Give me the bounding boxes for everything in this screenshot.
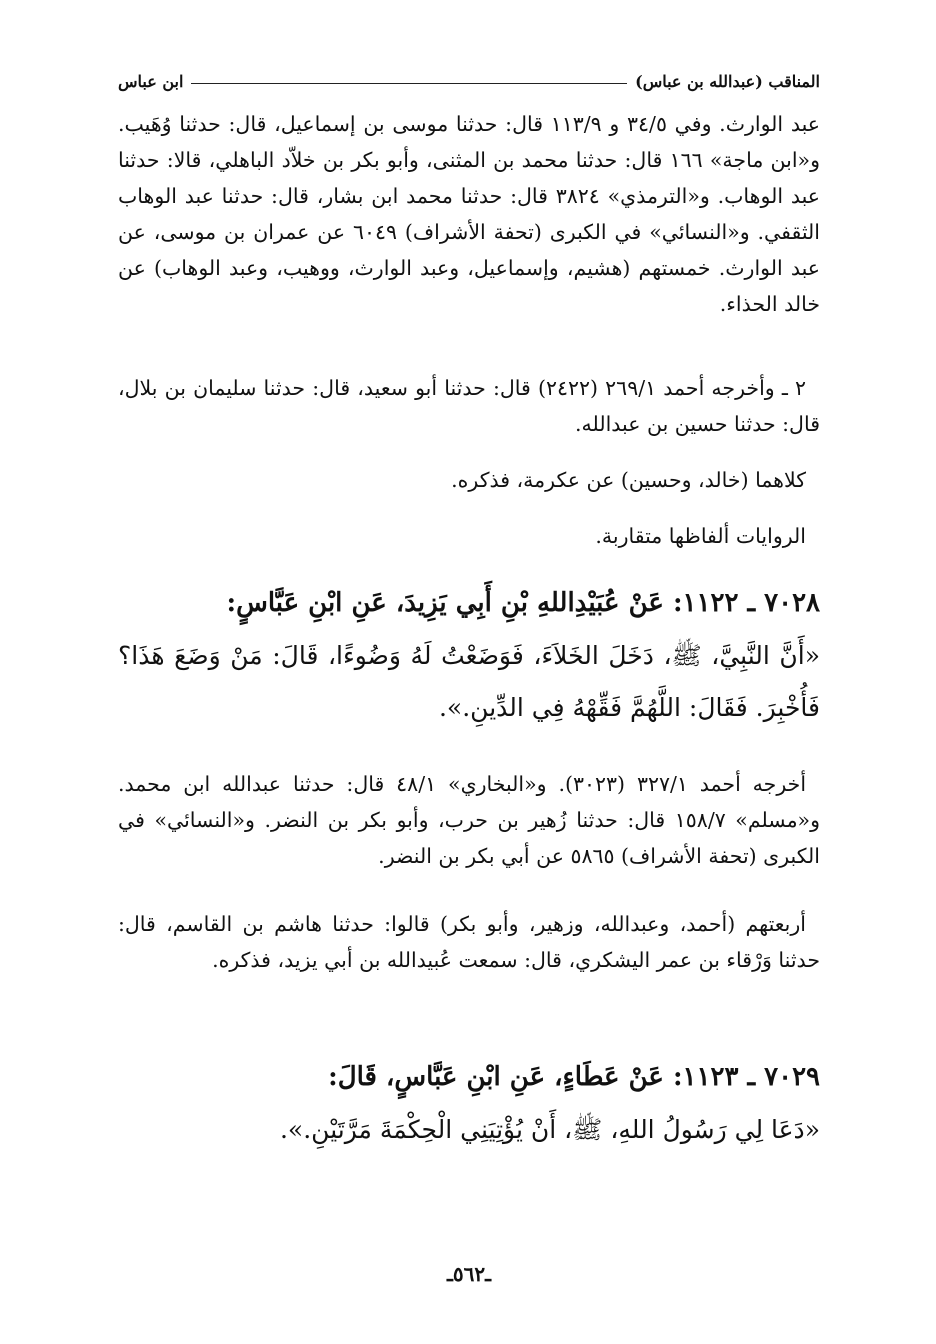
header-section-title: ابن عباس (118, 71, 184, 91)
hadith-heading: ٧٠٢٨ ـ ١١٢٢: عَنْ عُبَيْدِاللهِ بْنِ أَبِي يَزِيدَ، عَنِ ابْنِ عَبَّاسٍ: (226, 588, 820, 618)
paragraph-text: عبد الوارث. وفي ٣٤/٥ و ١١٣/٩ قال: حدثنا موسى بن إسماعيل، قال: حدثنا وُهَيب. و«ابن ماجة» ١٦٦ قال: حدثنا محمد بن المثنى، وأبو بكر بن خلاّد الباهلي، قالا: حدثنا عبد الوهاب. و«الترمذي» ٣٨٢٤ قال: حدثنا محمد ابن بشار، قال: حدثنا عبد الوهاب الثقفي. و«النسائي» في الكبرى (تحفة الأشراف) ٦٠٤٩ عن عمران بن موسى، عن عبد الوارث. خمستهم (هشيم، وإسماعيل، وعبد الوارث، ووهيب، وعبد الوهاب) عن خالد الحذاء. (118, 112, 821, 316)
header-chapter-title: المناقب (عبدالله بن عباس) (635, 71, 820, 91)
paragraph-text: أربعتهم (أحمد، وعبدالله، وزهير، وأبو بكر) قالوا: حدثنا هاشم بن القاسم، قال: حدثنا وَرْقاء بن عمر اليشكري، قال: سمعت عُبيدالله بن أبي يزيد، فذكره. (118, 912, 820, 972)
book-page (118, 66, 820, 1316)
paragraph-text: كلاهما (خالد، وحسين) عن عكرمة، فذكره. (451, 468, 806, 492)
continued-takhrij (118, 106, 820, 322)
takhrij-7028 (118, 766, 820, 874)
summary-line (118, 462, 820, 498)
second-takhrij (118, 370, 820, 442)
hadith-heading: ٧٠٢٩ ـ ١١٢٣: عَنْ عَطَاءٍ، عَنِ ابْنِ عَبَّاسٍ، قَالَ: (328, 1062, 820, 1092)
hadith-7029 (118, 1050, 820, 1156)
paragraph-text: الروايات ألفاظها متقاربة. (595, 524, 806, 548)
hadith-7028 (118, 576, 820, 734)
running-header (118, 66, 820, 96)
note-line (118, 518, 820, 554)
hadith-matn: «دَعَا لِي رَسُولُ اللهِ، ﷺ، أَنْ يُؤْتِيَنِي الْحِكْمَةَ مَرَّتَيْنِ.». (279, 1115, 820, 1144)
hadith-matn: «أَنَّ النَّبِيَّ، ﷺ، دَخَلَ الخَلاَءَ، فَوَضَعْتُ لَهُ وَضُوءًا، قَالَ: مَنْ وَضَعَ هَذَا؟ فَأُخْبِرَ. فَقَالَ: اللَّهُمَّ فَقِّهْهُ فِي الدِّينِ.». (118, 641, 820, 722)
isnad-7028 (118, 906, 820, 978)
paragraph-text: ٢ ـ وأخرجه أحمد ٢٦٩/١ (٢٤٢٢) قال: حدثنا أبو سعيد، قال: حدثنا سليمان بن بلال، قال: حدثنا حسين بن عبدالله. (118, 376, 820, 436)
paragraph-text: أخرجه أحمد ٣٢٧/١ (٣٠٢٣). و«البخاري» ٤٨/١ قال: حدثنا عبدالله ابن محمد. و«مسلم» ١٥٨/٧ قال: حدثنا زُهير بن حرب، وأبو بكر بن النضر. و«النسائي» في الكبرى (تحفة الأشراف) ٥٨٦٥ عن أبي بكر بن النضر. (118, 772, 820, 868)
page-number: ـ٥٦٢ـ (447, 1262, 491, 1286)
header-rule (191, 83, 627, 84)
